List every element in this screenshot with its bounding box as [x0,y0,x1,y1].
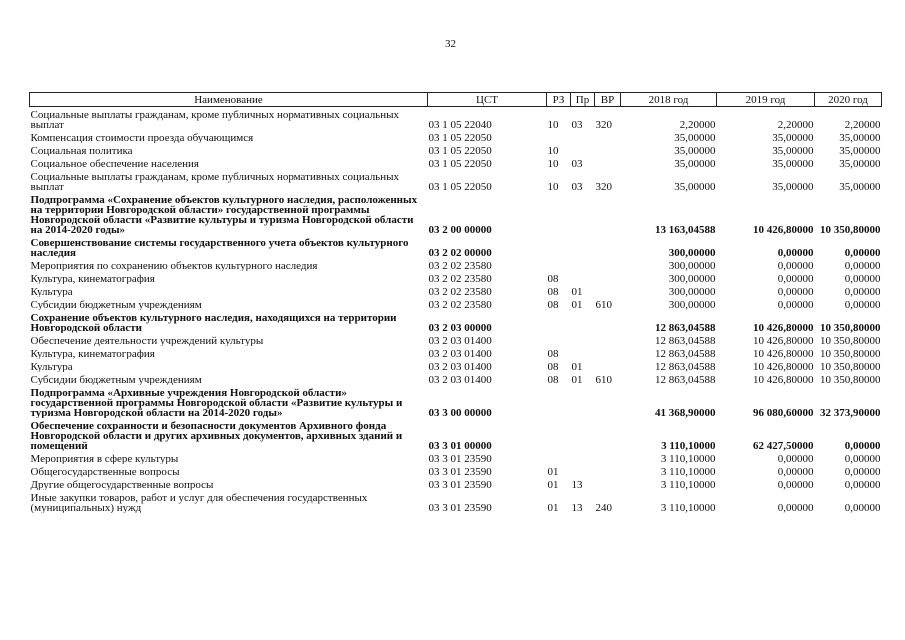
row-rz: 08 [547,373,559,385]
row-pr [571,235,595,258]
row-2020: 0,00000 [844,465,881,477]
row-2020: 0,00000 [844,246,881,258]
row-rz: 01 [547,478,559,490]
row-cst: 03 2 03 01400 [428,360,492,372]
row-vr [595,130,621,143]
row-cst: 03 3 01 23590 [428,452,492,464]
row-pr [571,130,595,143]
row-2018: 12 863,04588 [655,360,716,372]
table-row [30,258,882,271]
row-2019: 96 080,60000 [753,406,814,418]
row-cst: 03 2 02 23580 [428,285,492,297]
row-pr [571,385,595,418]
row-vr [595,451,621,464]
row-cst: 03 1 05 22050 [428,157,492,169]
row-2020: 0,00000 [844,439,881,451]
row-vr: 320 [595,180,612,192]
row-vr [595,310,621,333]
row-name: Социальные выплаты гражданам, кроме публичных нормативных социальных выплат [30,170,399,192]
row-2018: 35,00000 [674,157,716,169]
row-2018: 3 110,10000 [660,465,716,477]
row-rz: 08 [547,360,559,372]
row-pr: 03 [571,118,583,130]
page-number: 32 [445,38,456,50]
row-rz: 01 [547,465,559,477]
row-cst: 03 1 05 22040 [428,118,492,130]
table-row [30,385,882,418]
row-2020: 0,00000 [844,298,881,310]
row-cst: 03 2 02 23580 [428,272,492,284]
row-name: Социальное обеспечение населения [30,157,199,169]
row-cst: 03 2 00 00000 [428,223,492,235]
row-2018: 2,20000 [679,118,716,130]
row-2020: 0,00000 [844,501,881,513]
table-row [30,310,882,333]
row-vr [595,235,621,258]
row-vr: 610 [595,373,612,385]
row-2018: 12 863,04588 [655,321,716,333]
row-cst: 03 2 02 23580 [428,298,492,310]
row-rz: 08 [547,298,559,310]
row-name: Подпрограмма «Сохранение объектов культурного наследия, расположенных на территории Новгородской области» государственной программы Новгородской области «Развитие культуры и туризма Новгородской области на 2014-2020 годы» [30,193,418,235]
row-name: Компенсация стоимости проезда обучающимся [30,131,254,143]
row-2019: 0,00000 [777,259,814,271]
row-2018: 3 110,10000 [661,439,716,451]
row-2019: 0,00000 [777,465,814,477]
row-pr [571,346,595,359]
row-vr [595,284,621,297]
row-2018: 3 110,10000 [660,501,716,513]
row-cst: 03 2 02 00000 [428,246,492,258]
row-cst: 03 3 00 00000 [428,406,492,418]
row-2018: 12 863,04588 [655,347,716,359]
table-row [30,143,882,156]
table-row [30,169,882,192]
row-rz [547,235,571,258]
row-cst: 03 3 01 23590 [428,465,492,477]
row-rz [547,333,571,346]
row-vr [595,258,621,271]
table-row [30,372,882,385]
row-pr [571,451,595,464]
row-2018: 35,00000 [674,180,716,192]
row-rz: 10 [547,180,559,192]
row-cst: 03 2 03 01400 [428,373,492,385]
row-cst: 03 2 03 00000 [428,321,492,333]
header-2019: 2019 год [717,93,815,107]
table-row [30,271,882,284]
row-name: Обеспечение деятельности учреждений культуры [30,334,264,346]
row-2018: 35,00000 [674,144,716,156]
row-name: Культура, кинематография [30,272,155,284]
row-vr [595,271,621,284]
row-rz [547,418,571,451]
row-pr: 01 [571,298,583,310]
row-pr [571,258,595,271]
row-2020: 35,00000 [839,144,881,156]
row-cst: 03 2 03 01400 [428,347,492,359]
row-pr: 13 [571,478,583,490]
row-rz: 10 [547,118,559,130]
row-2018: 3 110,10000 [660,478,716,490]
row-vr [595,385,621,418]
table-row [30,333,882,346]
row-pr [571,333,595,346]
row-pr: 03 [571,180,583,192]
row-cst: 03 2 03 01400 [428,334,492,346]
row-rz [547,451,571,464]
row-2020: 10 350,80000 [820,334,881,346]
row-2019: 10 426,80000 [753,373,814,385]
row-rz [547,130,571,143]
row-name: Сохранение объектов культурного наследия, находящихся на территории Новгородской области [30,311,397,333]
header-vr: ВР [595,93,621,107]
row-name: Общегосударственные вопросы [30,465,180,477]
row-rz: 10 [547,157,559,169]
row-name: Подпрограмма «Архивные учреждения Новгородской области» государственной программы Новгородской области «Развитие культуры и туризма Новгородской области на 2014-2020 годы» [30,386,403,418]
row-2020: 10 350,80000 [820,347,881,359]
row-cst: 03 1 05 22050 [428,131,492,143]
row-vr [595,333,621,346]
table-row [30,284,882,297]
row-pr [571,418,595,451]
row-vr [595,192,621,235]
row-2018: 300,00000 [668,246,716,258]
table-row [30,130,882,143]
row-name: Культура, кинематография [30,347,155,359]
row-rz: 10 [547,144,559,156]
row-2019: 62 427,50000 [753,439,814,451]
row-2020: 10 350,80000 [820,321,881,333]
row-pr: 01 [571,285,583,297]
row-name: Социальные выплаты гражданам, кроме публичных нормативных социальных выплат [30,108,399,130]
row-2019: 0,00000 [777,246,814,258]
row-rz [547,310,571,333]
row-2019: 10 426,80000 [753,321,814,333]
row-2019: 10 426,80000 [753,347,814,359]
row-cst: 03 3 01 23590 [428,501,492,513]
row-2018: 300,00000 [668,285,716,297]
row-cst: 03 1 05 22050 [428,180,492,192]
row-2020: 32 373,90000 [820,406,881,418]
row-2018: 35,00000 [674,131,716,143]
row-2019: 0,00000 [777,272,814,284]
table-body [30,107,882,513]
row-vr [595,464,621,477]
row-cst: 03 3 01 00000 [428,439,492,451]
row-cst: 03 2 02 23580 [428,259,492,271]
row-name: Мероприятия по сохранению объектов культурного наследия [30,259,318,271]
row-2020: 10 350,80000 [820,223,881,235]
row-2018: 12 863,04588 [655,373,716,385]
row-name: Обеспечение сохранности и безопасности документов Архивного фонда Новгородской области и других архивных документов, архивных зданий и помещений [30,419,403,451]
row-pr: 03 [571,157,583,169]
row-2020: 2,20000 [844,118,881,130]
row-2019: 10 426,80000 [753,334,814,346]
row-name: Культура [30,285,73,297]
row-2019: 0,00000 [777,478,814,490]
row-pr: 01 [571,373,583,385]
header-pr: Пр [571,93,595,107]
row-rz: 08 [547,285,559,297]
row-2019: 0,00000 [777,501,814,513]
table-row [30,418,882,451]
row-2020: 10 350,80000 [820,360,881,372]
row-2019: 35,00000 [772,180,814,192]
row-name: Совершенствование системы государственного учета объектов культурного наследия [30,236,409,258]
row-name: Культура [30,360,73,372]
row-2019: 35,00000 [772,131,814,143]
table-header-row [30,93,882,107]
row-2019: 2,20000 [777,118,814,130]
row-2019: 35,00000 [772,157,814,169]
row-vr: 320 [595,118,612,130]
row-2018: 12 863,04588 [655,334,716,346]
row-2018: 300,00000 [668,259,716,271]
table-row [30,451,882,464]
row-name: Субсидии бюджетным учреждениям [30,373,202,385]
row-2018: 300,00000 [668,272,716,284]
row-rz: 08 [547,347,559,359]
row-2020: 35,00000 [839,180,881,192]
row-2020: 0,00000 [844,452,881,464]
table-row [30,156,882,169]
header-2018: 2018 год [621,93,717,107]
row-cst: 03 3 01 23590 [428,478,492,490]
header-rz: РЗ [547,93,571,107]
row-2018: 13 163,04588 [655,223,716,235]
row-2018: 41 368,90000 [655,406,716,418]
row-2020: 0,00000 [844,285,881,297]
row-name: Социальная политика [30,144,133,156]
row-pr [571,192,595,235]
row-2020: 35,00000 [839,131,881,143]
table-row [30,107,882,130]
table-row [30,297,882,310]
row-2020: 0,00000 [844,259,881,271]
table-row [30,490,882,513]
row-pr [571,143,595,156]
table-row [30,464,882,477]
row-name: Иные закупки товаров, работ и услуг для обеспечения государственных (муниципальных) нужд [30,491,368,513]
row-vr [595,359,621,372]
row-rz: 01 [547,501,559,513]
row-2020: 10 350,80000 [820,373,881,385]
row-2019: 35,00000 [772,144,814,156]
row-2019: 0,00000 [777,298,814,310]
budget-table [29,92,882,513]
row-vr [595,143,621,156]
row-cst: 03 1 05 22050 [428,144,492,156]
table-row [30,192,882,235]
row-vr [595,477,621,490]
row-2019: 0,00000 [777,285,814,297]
row-vr: 240 [595,501,612,513]
row-vr [595,156,621,169]
row-2019: 10 426,80000 [753,360,814,372]
row-2020: 0,00000 [844,478,881,490]
row-rz: 08 [547,272,559,284]
row-vr: 610 [595,298,612,310]
row-2018: 3 110,10000 [660,452,716,464]
table-row [30,346,882,359]
row-pr [571,310,595,333]
row-2020: 0,00000 [844,272,881,284]
row-2019: 10 426,80000 [753,223,814,235]
header-cst: ЦСТ [428,93,547,107]
row-pr: 13 [571,501,583,513]
row-2019: 0,00000 [777,452,814,464]
row-pr [571,271,595,284]
row-2020: 35,00000 [839,157,881,169]
row-name: Мероприятия в сфере культуры [30,452,179,464]
row-rz [547,385,571,418]
row-name: Другие общегосударственные вопросы [30,478,214,490]
row-rz [547,258,571,271]
table-row [30,359,882,372]
row-2018: 300,00000 [668,298,716,310]
row-rz [547,192,571,235]
row-pr: 01 [571,360,583,372]
table-row [30,477,882,490]
row-vr [595,346,621,359]
row-name: Субсидии бюджетным учреждениям [30,298,202,310]
table-row [30,235,882,258]
row-vr [595,418,621,451]
row-pr [571,464,595,477]
header-name: Наименование [30,93,428,107]
header-2020: 2020 год [815,93,882,107]
